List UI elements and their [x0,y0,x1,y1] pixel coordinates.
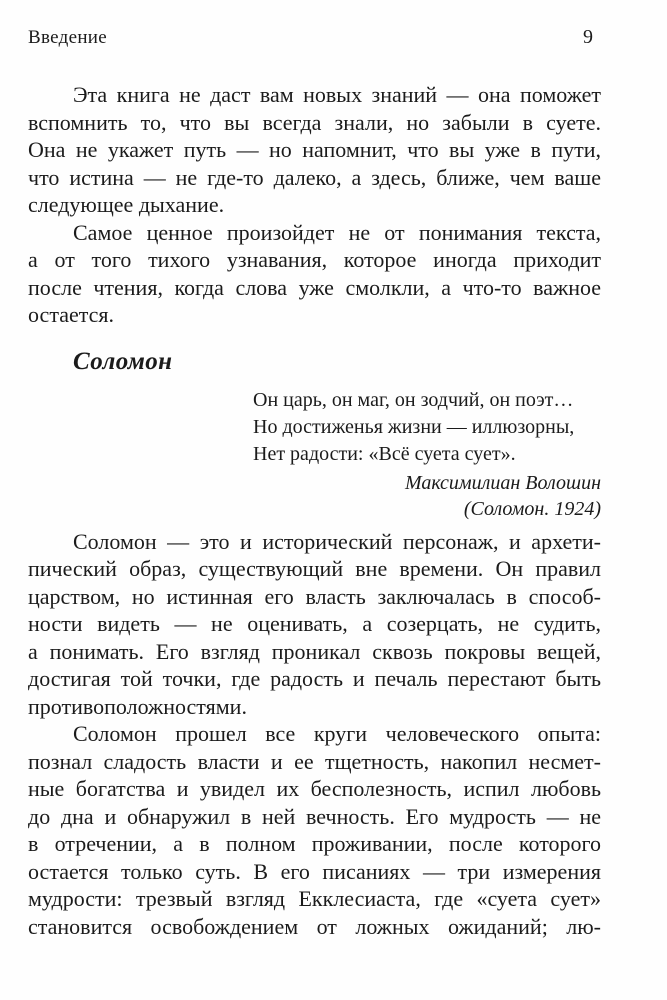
epigraph-poem [253,387,601,468]
text-line: становится освобождением от ложных ожиданий; лю- [28,913,601,939]
text-line: что истина — не где-то далеко, а здесь, ближе, чем ваше [28,164,601,190]
text-line: в отречении, а в полном проживании, после которого [28,831,601,856]
paragraph [28,720,601,940]
page-number: 9 [583,26,593,48]
running-title: Введение [28,27,107,48]
text-line: остается только суть. В его писаниях — три измерения [28,858,601,884]
text-line: познал сладость власти и ее тщетность, накопил несмет- [28,748,601,774]
text-line: следующее дыхание. [28,192,225,217]
text-line: пический образ, существующий вне времени. Он правил [28,556,601,581]
text-line: ности видеть — не оценивать, а созерцать, не судить, [28,611,601,636]
text-line: вспомнить то, что вы всегда знали, но забыли в суете. [28,109,601,135]
text-line: достигая той точки, где радость и печаль перестают быть [28,666,601,691]
poem-line: Но достиженья жизни — иллюзорны, [253,415,575,438]
poem-line: Он царь, он маг, он зодчий, он поэт… [253,388,574,411]
page-header [28,24,601,51]
text-line: до дна и обнаружил в ней вечность. Его мудрость — не [28,803,601,829]
epigraph-attribution [28,470,601,522]
section-heading: Соломон [73,347,173,375]
paragraph [28,528,601,721]
text-line: а понимать. Его взгляд проникал сквозь покровы вещей, [28,638,601,664]
text-line: Соломон прошел все круги человеческого опыта: [73,721,601,746]
text-line: противоположностями. [28,693,247,719]
text-line: а от того тихого узнавания, которое иногда приходит [28,247,601,272]
text-line: Соломон — это и исторический персонаж, и архети- [73,528,601,554]
intro-paragraphs [28,81,601,329]
text-line: ные богатства и увидел их бесполезность, испил любовь [28,776,601,801]
text-line: Она не укажет путь — но напомнит, что вы уже в пути, [28,137,601,162]
attribution-line: Максимилиан Волошин [405,471,601,494]
poem-line: Нет радости: «Всё суета сует». [253,442,516,465]
attribution-line: (Соломон. 1924) [463,497,601,520]
text-line: царством, но истинная его власть заключалась в способ- [28,583,601,609]
text-line: Эта книга не даст вам новых знаний — она поможет [73,82,601,107]
text-line: Самое ценное произойдет не от понимания текста, [73,219,601,245]
text-line: после чтения, когда слова уже смолкли, а что-то важное [28,274,601,300]
text-line: остается. [28,302,114,327]
section-paragraphs [28,528,601,941]
paragraph [28,81,601,219]
paragraph [28,219,601,329]
text-line: мудрости: трезвый взгляд Екклесиаста, где «суета сует» [28,886,601,911]
page-body [28,81,601,940]
